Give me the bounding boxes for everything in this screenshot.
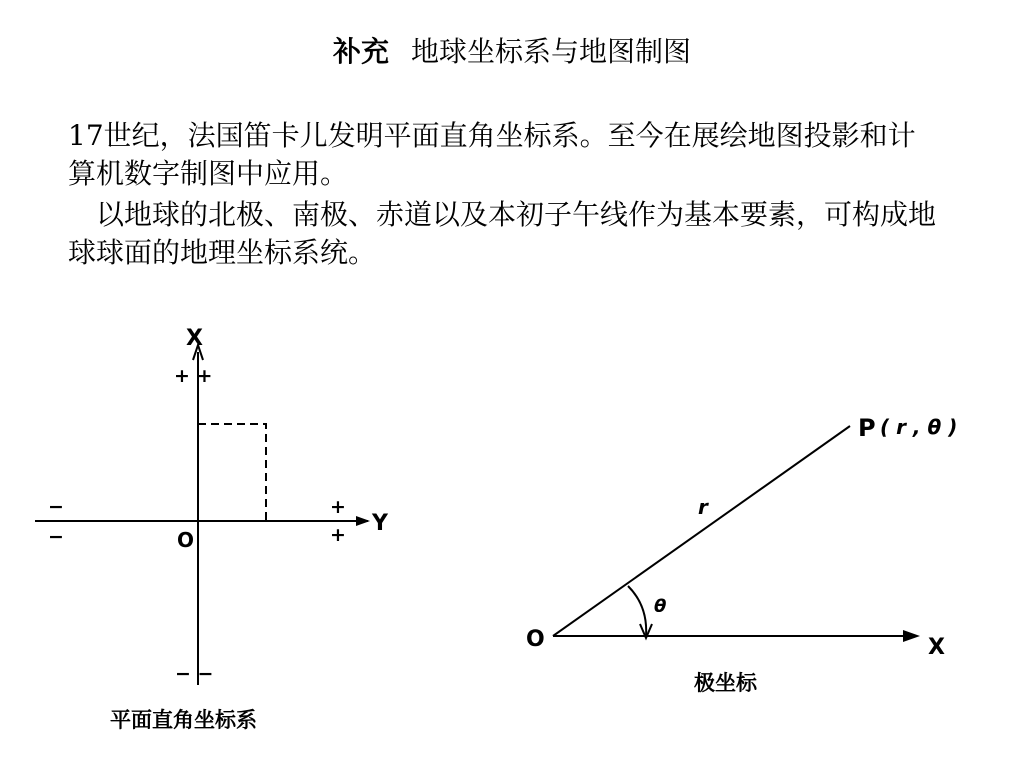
cartesian-x-label: X: [186, 326, 203, 351]
cartesian-plus-top: + +: [174, 365, 213, 387]
paragraph-geographic-text: 以地球的北极、南极、赤道以及本初子午线作为基本要素，可构成地球球面的地理坐标系统。: [68, 198, 937, 269]
polar-angle-arc: [628, 586, 646, 636]
cartesian-minus-bottom: − −: [175, 663, 214, 685]
polar-angle-label: θ: [654, 596, 667, 617]
polar-diagram: [526, 414, 957, 695]
cartesian-dashed-rectangle: [198, 424, 266, 521]
polar-radius-label: r: [698, 495, 708, 519]
polar-caption: 极坐标: [694, 671, 757, 695]
cartesian-origin-label: O: [177, 528, 195, 552]
cartesian-minus-left-top: −: [48, 496, 64, 518]
polar-point-label: P: [858, 414, 876, 442]
polar-origin-label: O: [526, 627, 545, 652]
cartesian-diagram: [35, 326, 389, 732]
cartesian-y-label: Y: [372, 511, 388, 536]
cartesian-plus-right-top: +: [330, 496, 346, 518]
polar-radius-line: [553, 426, 850, 636]
cartesian-caption: 平面直角坐标系: [110, 708, 257, 732]
title-main: 地球坐标系与地图制图: [411, 35, 692, 68]
cartesian-minus-left-bottom: −: [48, 526, 64, 548]
title-bold-part: 补充: [332, 35, 389, 68]
cartesian-plus-right-bottom: +: [330, 524, 346, 546]
polar-point-coords: ( r , θ ): [880, 415, 958, 439]
polar-axis-label: X: [928, 635, 945, 660]
paragraph-descartes: 17世纪，法国笛卡儿发明平面直角坐标系。至今在展绘地图投影和计算机数字制图中应用。: [68, 119, 916, 190]
polar-axis-arrowhead: [903, 630, 920, 642]
